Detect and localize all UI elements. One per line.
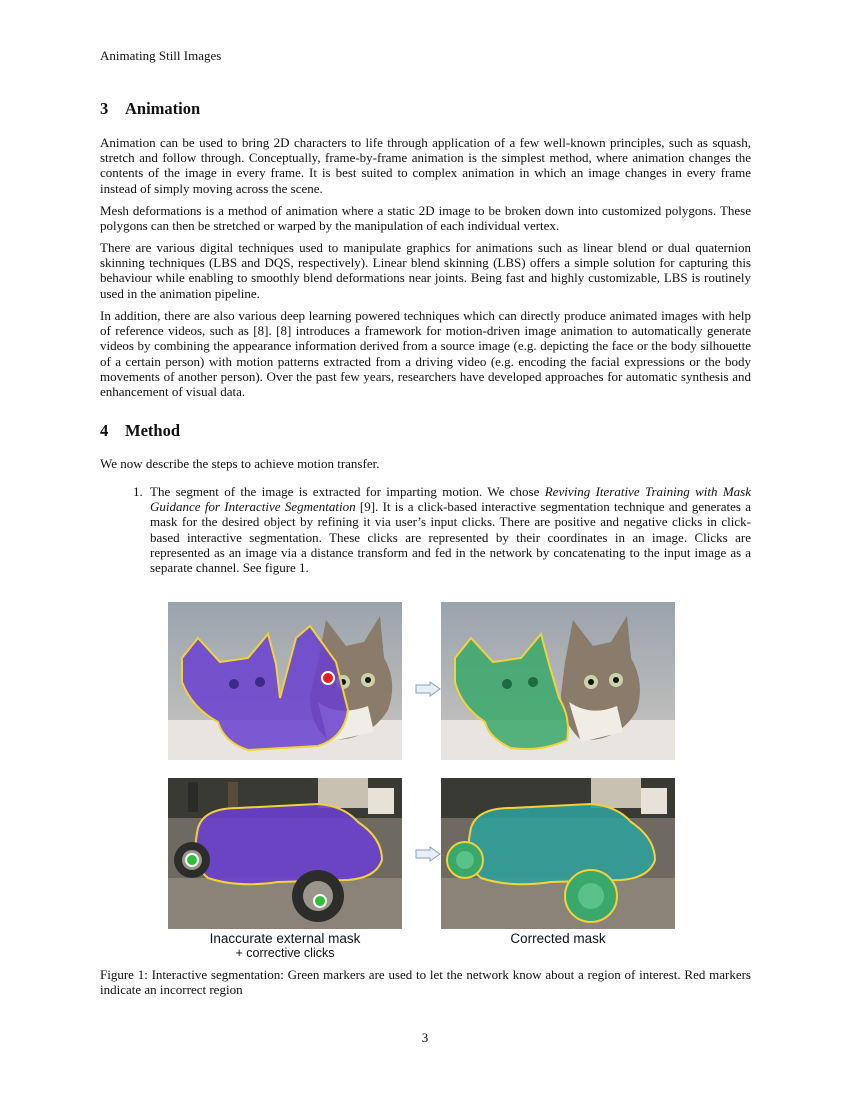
section-3-title: Animation <box>125 99 201 118</box>
cited-paper-title: Reviving Iterative Training with Mask Guidance for Interactive Segmentation <box>150 484 752 515</box>
running-header: Animating Still Images <box>100 48 222 63</box>
cats-corrected-mask-panel <box>441 602 675 760</box>
section-3-paragraph-4: In addition, there are also various deep learning powered techniques which can directly produce animated images with help of reference videos, such as [8]. [8] introduces a framework for motion-driven image animation to automatically generate videos by combining the appearance information derived from a source image (e.g. depicting the face or the body silhouette of a certain person) with motion patterns extracted from a driving video (e.g. encoding the facial expressions or the body movements of another person). Over the past few years, researchers have developed approaches for automatic synthesis and enhancement of visual data. <box>100 308 751 400</box>
section-3-number: 3 <box>100 99 109 118</box>
section-4-number: 4 <box>100 421 109 440</box>
method-list-item <box>133 484 751 575</box>
left-label-line-1: Inaccurate external mask <box>209 931 361 946</box>
list-item-text <box>150 484 751 575</box>
section-3-paragraph-2: Mesh deformations is a method of animation where a static 2D image to be broken down into customized polygons. These polygons can then be stretched or warped by the manipulation of each individual vertex. <box>100 203 751 234</box>
figure-1-caption: Figure 1: Interactive segmentation: Green markers are used to let the network know about a region of interest. Red markers indicate an incorrect region <box>100 967 751 998</box>
figure-1 <box>168 602 676 962</box>
section-4-heading <box>100 421 180 441</box>
section-3-paragraph-3: There are various digital techniques used to manipulate graphics for animations such as linear blend or dual quaternion skinning techniques (LBS and DQS, respectively). Linear blend skinning (LBS) offers a simple solution for capturing this behaviour while enabling to smoothly blend deformations near joints. Being fast and highly customizable, LBS is routinely used in the animation pipeline. <box>100 240 751 301</box>
left-label-line-2: + corrective clicks <box>235 946 335 960</box>
right-arrow-icon <box>415 681 441 697</box>
section-3-heading <box>100 99 200 119</box>
list-text-before: The segment of the image is extracted for imparting motion. We chose <box>150 484 545 499</box>
car-inaccurate-mask-panel <box>168 778 402 929</box>
section-3-paragraph-1: Animation can be used to bring 2D characters to life through application of a few well-known principles, such as squash, stretch and follow through. Conceptually, frame-by-frame animation is the simplest method, where animation changes the contents of the image in every frame. It is best suited to complex animation in which an image changes in every frame instead of simply moving across the scene. <box>100 135 751 196</box>
negative-click-marker <box>322 672 334 684</box>
positive-click-marker <box>186 854 198 866</box>
section-4-intro: We now describe the steps to achieve motion transfer. <box>100 456 380 471</box>
method-list <box>133 484 751 575</box>
figure-left-label <box>168 932 402 960</box>
car-corrected-mask-panel <box>441 778 675 929</box>
list-text-after: [9]. It is a click-based interactive segmentation technique and generates a mask for the desired object by refining it via user’s input clicks. There are positive and negative clicks in click-based interactive segmentation. These clicks are represented by their coordinates in an image. Clicks are represented as an image via a distance transform and fed in the network by concatenating to the input image as a separate channel. See figure 1. <box>150 499 752 576</box>
list-marker: 1. <box>133 484 143 499</box>
right-arrow-icon <box>415 846 441 862</box>
cats-inaccurate-mask-panel <box>168 602 402 760</box>
figure-right-label: Corrected mask <box>510 931 606 946</box>
positive-click-marker <box>314 895 326 907</box>
page-number: 3 <box>421 1030 429 1045</box>
section-4-title: Method <box>125 421 180 440</box>
